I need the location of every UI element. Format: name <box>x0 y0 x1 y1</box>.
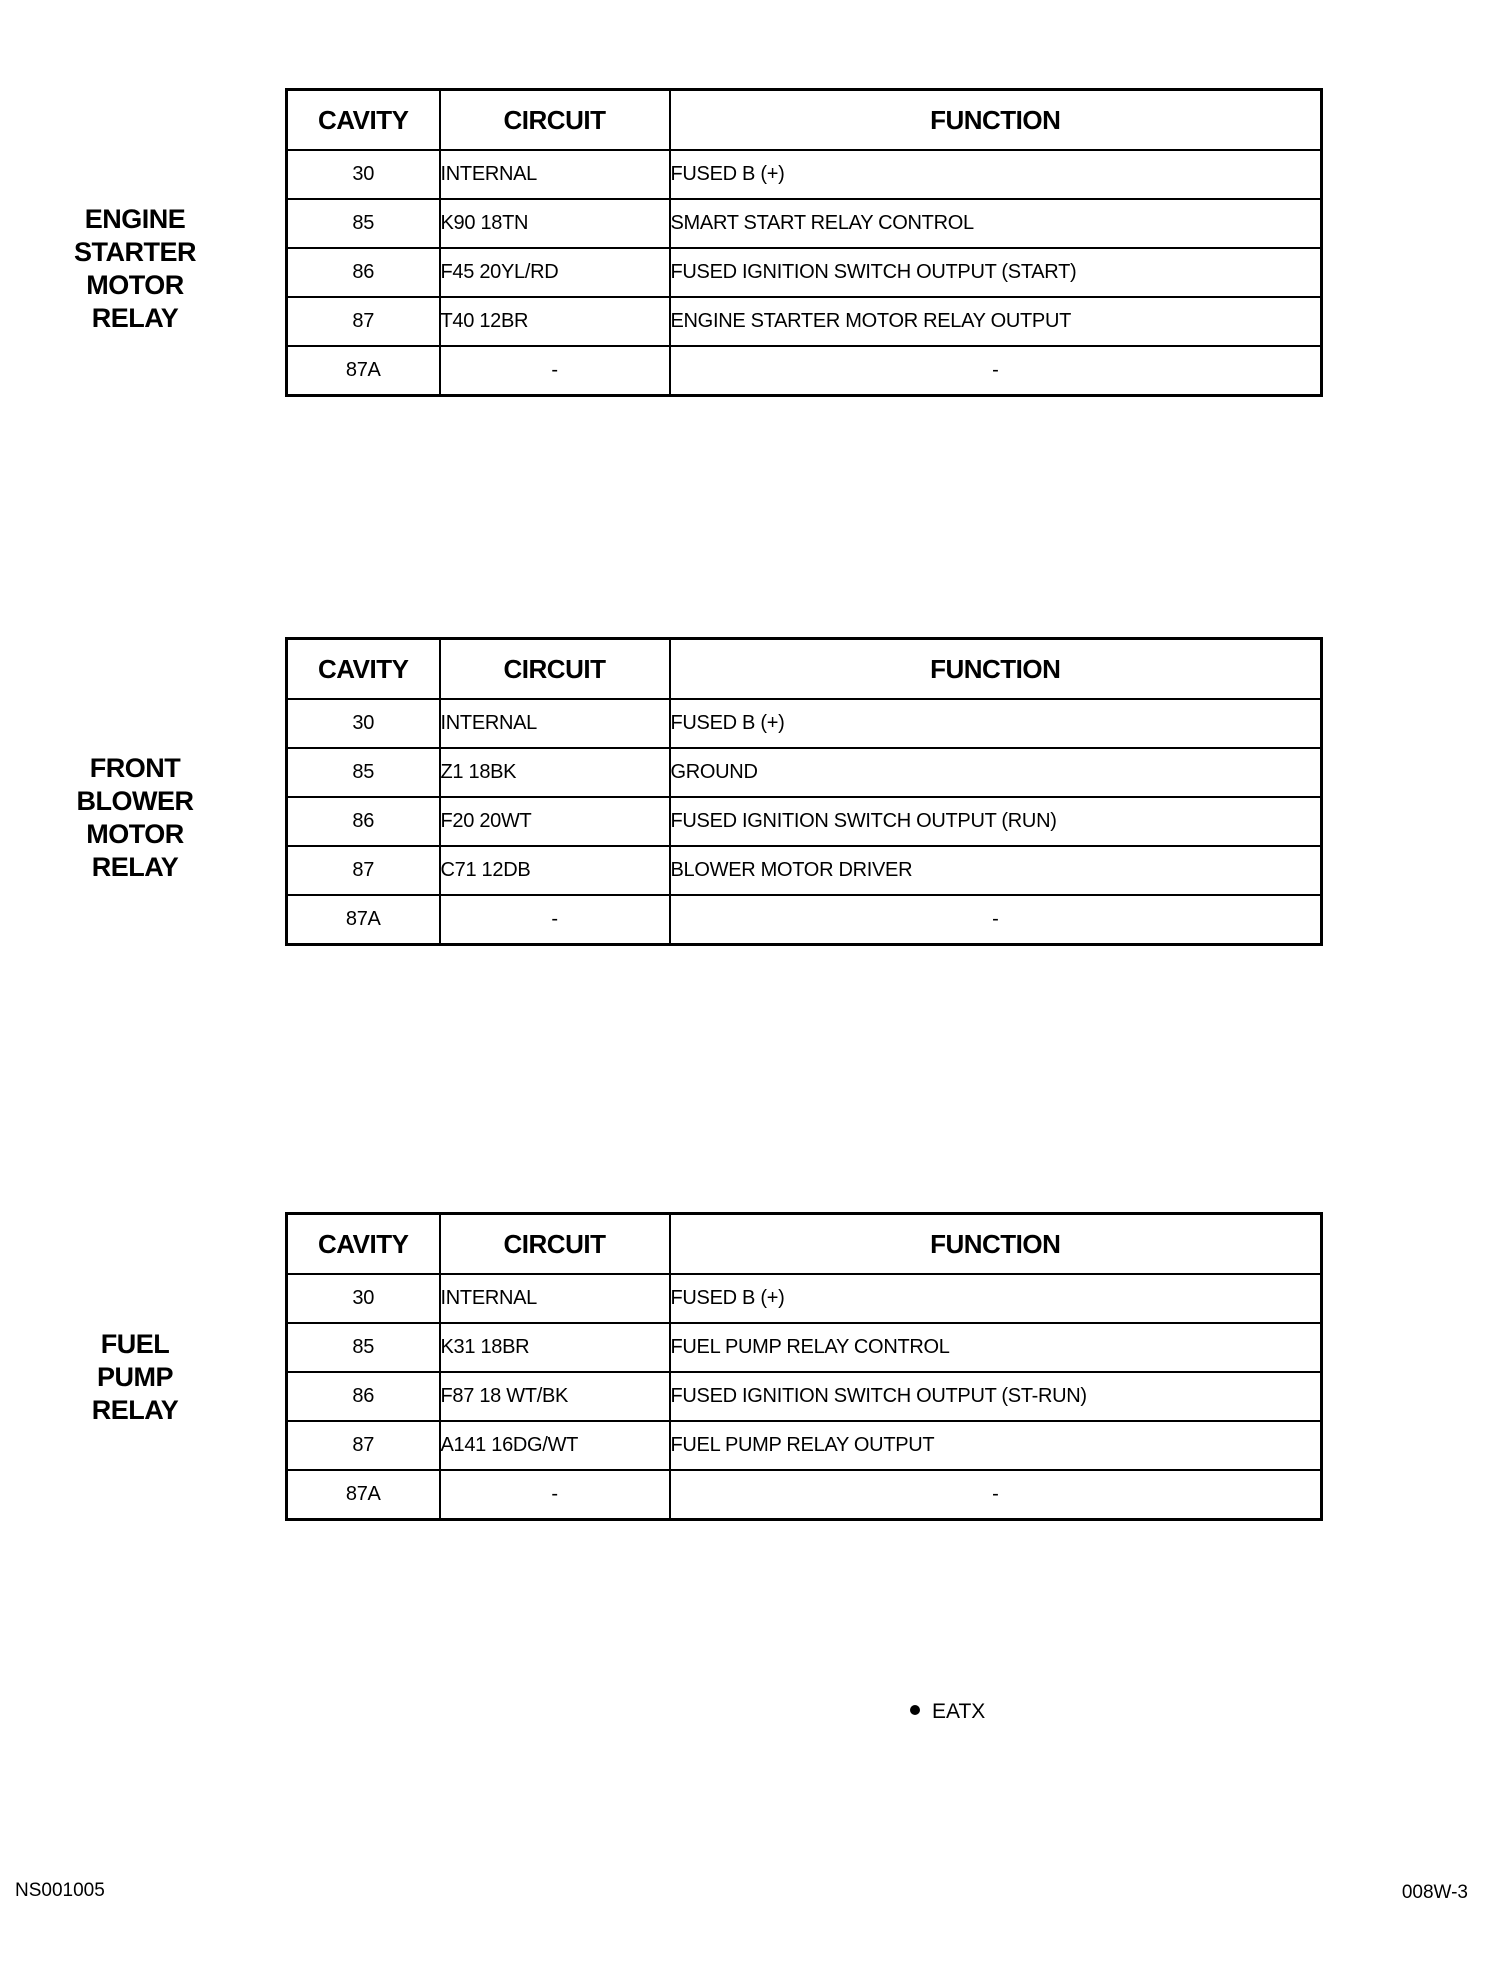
circuit-cell: - <box>440 346 670 396</box>
cavity-cell: 87A <box>287 1470 440 1520</box>
cavity-cell: 85 <box>287 1323 440 1372</box>
connector-table <box>285 637 1323 946</box>
function-cell: BLOWER MOTOR DRIVER <box>670 846 1322 895</box>
table-row <box>287 846 1322 895</box>
header-circuit: CIRCUIT <box>440 1214 670 1275</box>
relay-label-line: MOTOR <box>86 819 184 849</box>
table-row <box>287 297 1322 346</box>
table-row <box>287 199 1322 248</box>
table-row <box>287 346 1322 396</box>
circuit-cell: INTERNAL <box>440 1274 670 1323</box>
page-number: 008W-3 <box>1401 1882 1468 1903</box>
function-cell: FUSED IGNITION SWITCH OUTPUT (START) <box>670 248 1322 297</box>
bullet-icon <box>910 1705 920 1715</box>
relay-label-line: BLOWER <box>76 786 194 816</box>
relay-label-line: FRONT <box>89 753 181 783</box>
function-cell: FUSED B (+) <box>670 150 1322 199</box>
table-row <box>287 150 1322 199</box>
table-row <box>287 1323 1322 1372</box>
header-function: FUNCTION <box>670 639 1322 700</box>
relay-label-line: MOTOR <box>86 270 184 300</box>
circuit-cell: Z1 18BK <box>440 748 670 797</box>
table-row <box>287 748 1322 797</box>
cavity-cell: 86 <box>287 1372 440 1421</box>
table-row <box>287 1421 1322 1470</box>
cavity-cell: 30 <box>287 150 440 199</box>
cavity-cell: 87A <box>287 895 440 945</box>
function-cell: FUEL PUMP RELAY OUTPUT <box>670 1421 1322 1470</box>
function-cell: FUEL PUMP RELAY CONTROL <box>670 1323 1322 1372</box>
cavity-cell: 87 <box>287 846 440 895</box>
circuit-cell: - <box>440 1470 670 1520</box>
header-cavity: CAVITY <box>287 1214 440 1275</box>
header-function: FUNCTION <box>670 1214 1322 1275</box>
relay-label-line: ENGINE <box>84 204 186 234</box>
cavity-cell: 85 <box>287 199 440 248</box>
cavity-cell: 87A <box>287 346 440 396</box>
table-row <box>287 797 1322 846</box>
function-cell: FUSED IGNITION SWITCH OUTPUT (ST-RUN) <box>670 1372 1322 1421</box>
table-row <box>287 1274 1322 1323</box>
function-cell: FUSED B (+) <box>670 699 1322 748</box>
relay-label-line: FUEL <box>100 1329 170 1359</box>
header-circuit: CIRCUIT <box>440 639 670 700</box>
circuit-cell: INTERNAL <box>440 150 670 199</box>
function-cell: GROUND <box>670 748 1322 797</box>
table-row <box>287 248 1322 297</box>
table-header-row <box>287 639 1322 700</box>
circuit-cell: C71 12DB <box>440 846 670 895</box>
cavity-cell: 86 <box>287 797 440 846</box>
circuit-cell: F87 18 WT/BK <box>440 1372 670 1421</box>
table-row <box>287 895 1322 945</box>
header-circuit: CIRCUIT <box>440 90 670 151</box>
note-text: EATX <box>932 1700 986 1723</box>
table-header-row <box>287 90 1322 151</box>
function-cell: - <box>670 1470 1322 1520</box>
note <box>910 1700 985 1724</box>
table-row <box>287 699 1322 748</box>
header-function: FUNCTION <box>670 90 1322 151</box>
function-cell: - <box>670 346 1322 396</box>
circuit-cell: - <box>440 895 670 945</box>
cavity-cell: 86 <box>287 248 440 297</box>
relay-label-line: RELAY <box>91 303 179 333</box>
relay-label-line: PUMP <box>96 1362 173 1392</box>
circuit-cell: K31 18BR <box>440 1323 670 1372</box>
cavity-cell: 85 <box>287 748 440 797</box>
table-row <box>287 1470 1322 1520</box>
relay-label <box>60 752 210 884</box>
function-cell: FUSED IGNITION SWITCH OUTPUT (RUN) <box>670 797 1322 846</box>
relay-label <box>60 203 210 335</box>
table-row <box>287 1372 1322 1421</box>
circuit-cell: INTERNAL <box>440 699 670 748</box>
function-cell: SMART START RELAY CONTROL <box>670 199 1322 248</box>
circuit-cell: F20 20WT <box>440 797 670 846</box>
cavity-cell: 30 <box>287 699 440 748</box>
circuit-cell: T40 12BR <box>440 297 670 346</box>
function-cell: ENGINE STARTER MOTOR RELAY OUTPUT <box>670 297 1322 346</box>
connector-table <box>285 1212 1323 1521</box>
table-header-row <box>287 1214 1322 1275</box>
document-id: NS001005 <box>15 1880 105 1901</box>
header-cavity: CAVITY <box>287 90 440 151</box>
circuit-cell: K90 18TN <box>440 199 670 248</box>
relay-label-line: RELAY <box>91 852 179 882</box>
circuit-cell: F45 20YL/RD <box>440 248 670 297</box>
function-cell: - <box>670 895 1322 945</box>
relay-label <box>60 1328 210 1427</box>
connector-table <box>285 88 1323 397</box>
cavity-cell: 87 <box>287 297 440 346</box>
function-cell: FUSED B (+) <box>670 1274 1322 1323</box>
cavity-cell: 87 <box>287 1421 440 1470</box>
relay-label-line: RELAY <box>91 1395 179 1425</box>
circuit-cell: A141 16DG/WT <box>440 1421 670 1470</box>
header-cavity: CAVITY <box>287 639 440 700</box>
cavity-cell: 30 <box>287 1274 440 1323</box>
relay-label-line: STARTER <box>74 237 196 267</box>
